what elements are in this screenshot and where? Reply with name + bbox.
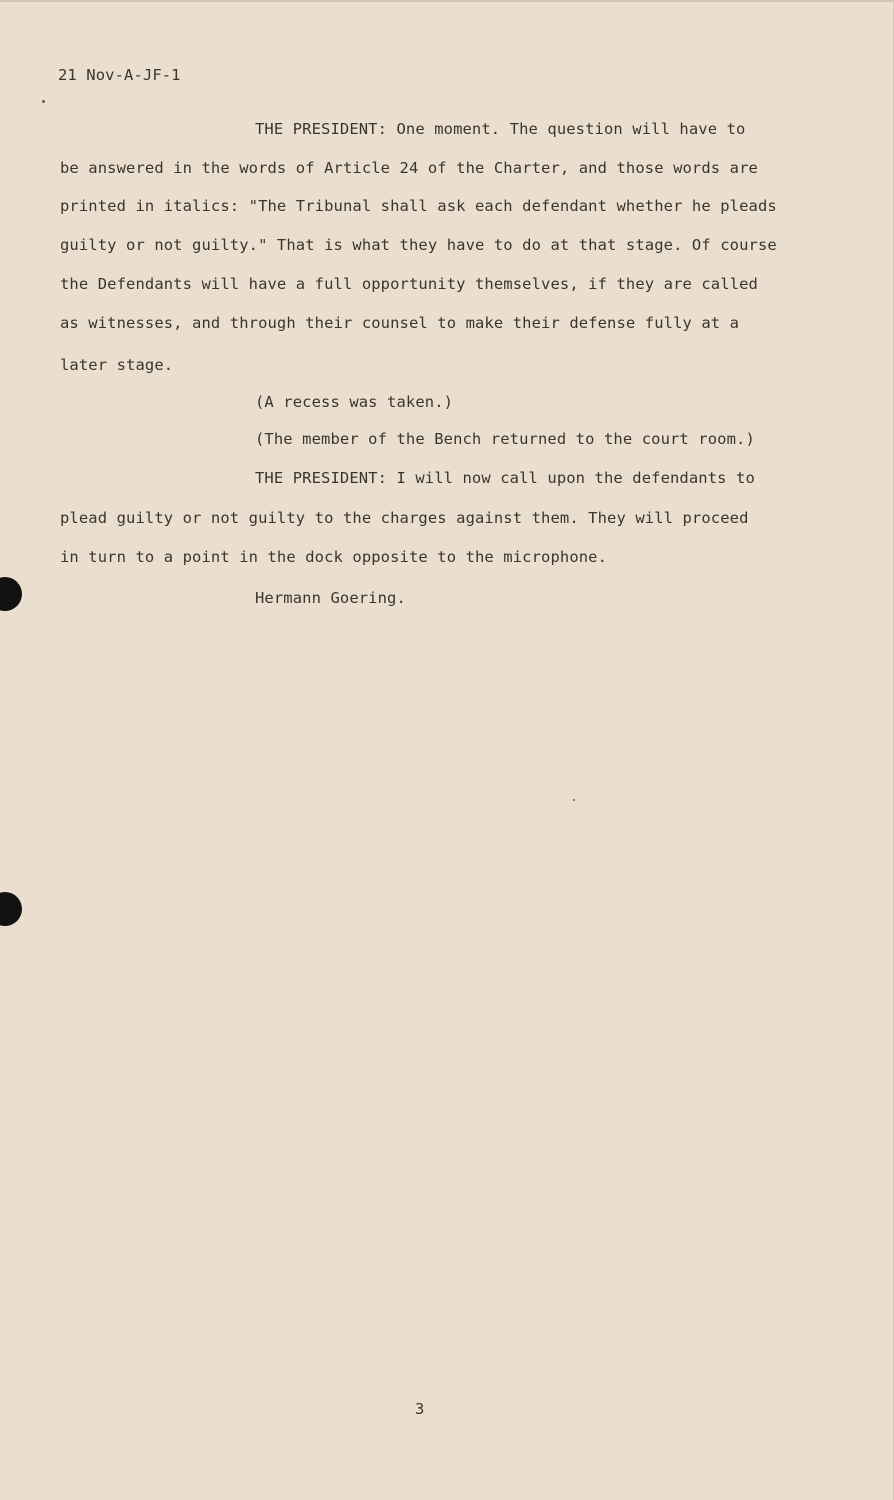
text-line: be answered in the words of Article 24 of the Charter, and those words are — [60, 159, 758, 177]
text-line: the Defendants will have a full opportunity themselves, if they are called — [60, 275, 758, 293]
page-number: 3 — [415, 1400, 425, 1418]
punch-hole-bottom — [0, 892, 22, 926]
paper-speck — [42, 100, 45, 103]
defendant-call: Hermann Goering. — [255, 589, 406, 607]
text-line: as witnesses, and through their counsel to make their defense fully at a — [60, 314, 740, 332]
document-reference: 21 Nov-A-JF-1 — [58, 66, 181, 84]
text-line: THE PRESIDENT: One moment. The question will have to — [255, 120, 746, 138]
recess-note: (A recess was taken.) — [255, 393, 454, 411]
text-line: plead guilty or not guilty to the charges against them. They will proceed — [60, 509, 749, 527]
text-line: later stage. — [60, 356, 174, 374]
bench-return-note: (The member of the Bench returned to the court room.) — [255, 430, 755, 448]
text-line: in turn to a point in the dock opposite to the microphone. — [60, 548, 608, 566]
text-line: printed in italics: "The Tribunal shall ask each defendant whether he pleads — [60, 197, 777, 215]
text-line: guilty or not guilty." That is what they have to do at that stage. Of course — [60, 236, 777, 254]
text-line: THE PRESIDENT: I will now call upon the defendants to — [255, 469, 755, 487]
punch-hole-top — [0, 577, 22, 611]
paper-speck — [573, 799, 575, 801]
